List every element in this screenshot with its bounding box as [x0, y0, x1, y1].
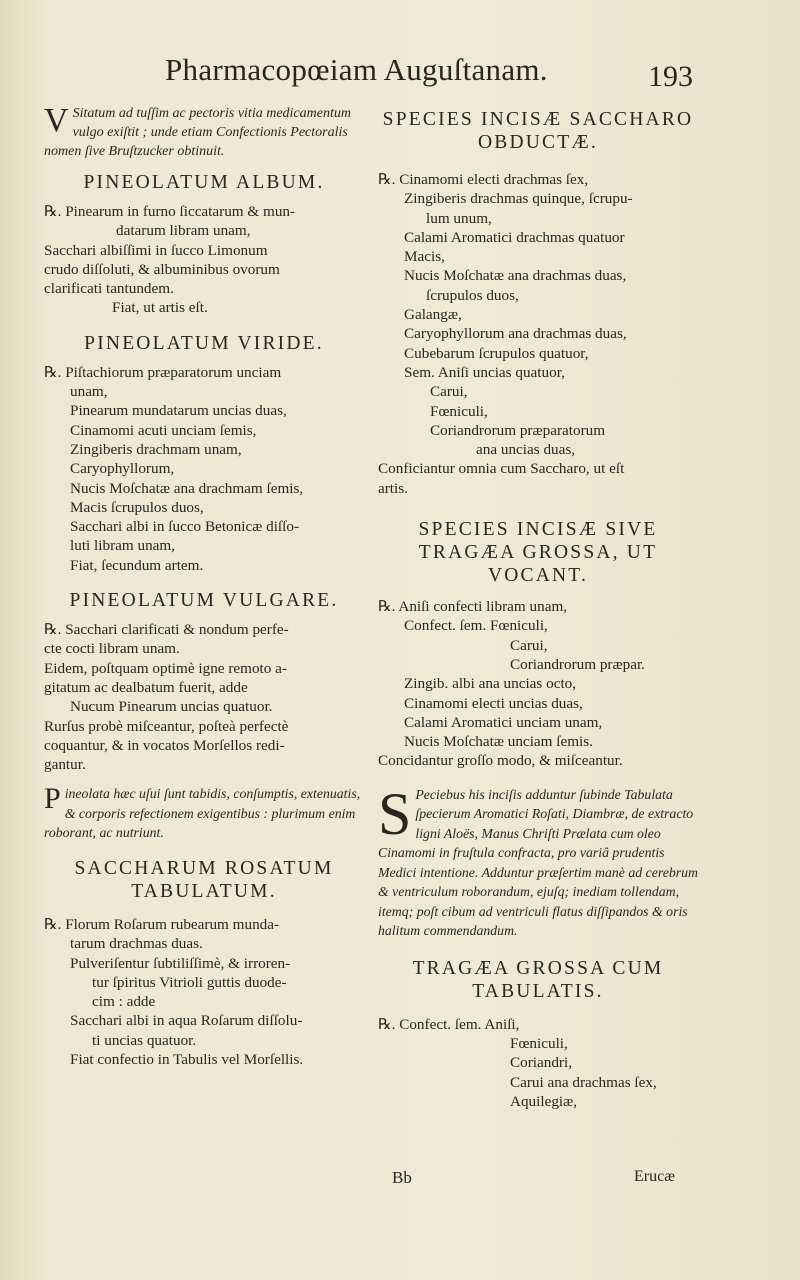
recipe-line: Confect. ſem. Fœniculi,: [404, 617, 548, 635]
recipe-line: Coriandri,: [510, 1054, 573, 1072]
recipe-line: ſcrupulos duos,: [426, 286, 519, 304]
section-heading: PINEOLATUM VULGARE.: [69, 590, 339, 612]
usage-note: Pineolata hæc uſui ſunt tabidis, conſumptis, extenuatis, & corporis refectionem exigentibus : plurimum enim roborant, ac nutriunt.: [44, 782, 361, 841]
right-column: [378, 108, 698, 1111]
drop-capital: P: [44, 782, 61, 816]
recipe-line: tur ſpiritus Vitrioli guttis duode-: [92, 973, 287, 991]
recipe-line: Macis ſcrupulos duos,: [70, 498, 204, 516]
recipe-line: Zingib. albi ana uncias octo,: [404, 675, 577, 693]
recipe-line: gantur.: [44, 756, 86, 774]
recipe-line: Rurſus probè miſceantur, poſteà perfectè: [44, 717, 289, 735]
recipe-line: Nucis Moſchatæ ana drachmam ſemis,: [70, 479, 304, 497]
recipe-line: Cubebarum ſcrupulos quatuor,: [404, 344, 589, 362]
recipe-line: Fiat confectio in Tabulis vel Morſellis.: [70, 1051, 304, 1068]
recipe-line: Pinearum mundatarum uncias duas,: [70, 402, 287, 420]
recipe-line: cte cocti libram unam.: [44, 640, 180, 658]
recipe-line: artis.: [378, 479, 408, 497]
recipe-line: ti uncias quatuor.: [92, 1031, 197, 1049]
running-title: Pharmacopœiam Auguſtanam.: [165, 52, 548, 87]
recipe-line: lum unum,: [426, 209, 492, 227]
recipe-line: Fiat, ut artis eſt.: [112, 299, 208, 317]
section-heading: SPECIES INCISÆ SIVE TRAGÆA GROSSA, UT VOCANT.: [418, 519, 658, 587]
recipe-line: Sem. Aniſi uncias quatuor,: [404, 363, 565, 381]
section-heading: PINEOLATUM ALBUM.: [83, 172, 325, 193]
recipe-line: datarum libram unam,: [116, 222, 251, 240]
recipe-line: cim : adde: [92, 993, 156, 1011]
recipe-line: clarificati tantundem.: [44, 280, 174, 298]
recipe-line: Caryophyllorum ana drachmas duas,: [404, 325, 627, 343]
recipe-line: Nucis Moſchatæ unciam ſemis.: [404, 733, 593, 751]
recipe-line: Coriandrorum præparatorum: [430, 421, 606, 439]
drop-capital: S: [378, 780, 412, 847]
recipe-line: Conficiantur omnia cum Saccharo, ut eſt: [378, 460, 625, 478]
recipe-line: Sacchari albiſſimi in ſucco Limonum: [44, 241, 268, 259]
usage-note: S Peciebus his inciſis adduntur ſubinde Tabulata ſpecierum Aromatici Roſati, Diambræ, de extracto ligni Aloës, Manus Chriſti Prælata cum oleo Cinamomi in fruſtula confracta, pro variâ prudentis Medici intentione. Adduntur præſertim manè ad cerebrum & ventriculum roborandum, ejuſq; inediam tollendam, itemq; poſt cibum ad ventriculi flatus diſſipandos & oris halitum commendandum.: [378, 780, 698, 939]
recipe-line: ℞. Cinamomi electi drachmas ſex,: [378, 171, 589, 188]
recipe-line: gitatum ac dealbatum fuerit, adde: [44, 678, 248, 696]
page-number: 193: [648, 60, 693, 93]
recipe-line: Sacchari albi in aqua Roſarum diſſolu-: [70, 1012, 303, 1030]
signature-mark: Bb: [392, 1168, 412, 1187]
recipe-line: ℞. Sacchari clarificati & nondum perfe-: [44, 621, 289, 639]
recipe-line: Coriandrorum præpar.: [510, 655, 645, 673]
recipe-line: Aquilegiæ,: [510, 1092, 578, 1110]
recipe-line: Eidem, poſtquam optimè igne remoto a-: [44, 659, 287, 677]
catchword: Erucæ: [634, 1168, 675, 1185]
recipe-line: Fiat, ſecundum artem.: [70, 556, 204, 574]
recipe-line: Pulveriſentur ſubtiliſſimè, & irroren-: [70, 954, 291, 972]
recipe-line: Galangæ,: [404, 306, 462, 324]
recipe-line: Nucis Moſchatæ ana drachmas duas,: [404, 267, 627, 285]
section-heading: TRAGÆA GROSSA CUM TABULATIS.: [412, 957, 664, 1002]
recipe-line: luti libram unam,: [70, 537, 176, 555]
recipe-line: Cinamomi acuti unciam ſemis,: [70, 421, 257, 439]
recipe-line: crudo diſſoluti, & albuminibus ovorum: [44, 260, 280, 278]
section-heading: SACCHARUM ROSATUM TABULATUM.: [74, 857, 334, 902]
recipe-line: Concidantur groſſo modo, & miſceantur.: [378, 752, 623, 770]
recipe-line: tarum drachmas duas.: [70, 935, 203, 953]
recipe-line: ℞. Florum Roſarum rubearum munda-: [44, 915, 280, 933]
recipe-line: ana uncias duas,: [476, 441, 576, 459]
recipe-line: Nucum Pinearum uncias quatuor.: [70, 698, 273, 716]
left-column: [44, 104, 364, 1069]
recipe-line: Carui,: [510, 636, 548, 654]
recipe-line: Caryophyllorum,: [70, 460, 175, 478]
recipe-line: ℞. Piſtachiorum præparatorum unciam: [44, 363, 282, 381]
recipe-line: Zingiberis drachmam unam,: [70, 440, 242, 458]
recipe-line: Fœniculi,: [510, 1035, 568, 1053]
section-heading: SPECIES INCISÆ SACCHARO OBDUCTÆ.: [382, 109, 694, 153]
recipe-line: Carui ana drachmas ſex,: [510, 1073, 657, 1091]
intro-note: V Sitatum ad tuſſim ac pectoris vitia medicamentum vulgo exiſtit ; unde etiam Confectionis Pectoralis nomen ſive Bruſtzucker obtinuit.: [44, 102, 351, 159]
recipe-line: coquantur, & in vocatos Morſellos redi-: [44, 736, 285, 754]
drop-capital: V: [44, 102, 69, 139]
recipe-line: Zingiberis drachmas quinque, ſcrupu-: [404, 190, 633, 208]
recipe-line: Carui,: [430, 383, 468, 401]
section-heading: PINEOLATUM VIRIDE.: [84, 332, 324, 354]
recipe-line: Fœniculi,: [430, 402, 488, 420]
recipe-line: Calami Aromatici unciam unam,: [404, 713, 603, 731]
recipe-line: unam,: [70, 383, 108, 401]
recipe-line: Calami Aromatici drachmas quatuor: [404, 228, 625, 246]
recipe-line: Cinamomi electi uncias duas,: [404, 694, 583, 712]
recipe-line: ℞. Pinearum in furno ſiccatarum & mun-: [44, 203, 296, 220]
recipe-line: Sacchari albi in ſucco Betonicæ diſſo-: [70, 518, 300, 536]
recipe-line: Macis,: [404, 248, 445, 266]
recipe-line: ℞. Aniſi confecti libram unam,: [378, 598, 568, 616]
recipe-line: ℞. Confect. ſem. Aniſi,: [378, 1015, 520, 1033]
